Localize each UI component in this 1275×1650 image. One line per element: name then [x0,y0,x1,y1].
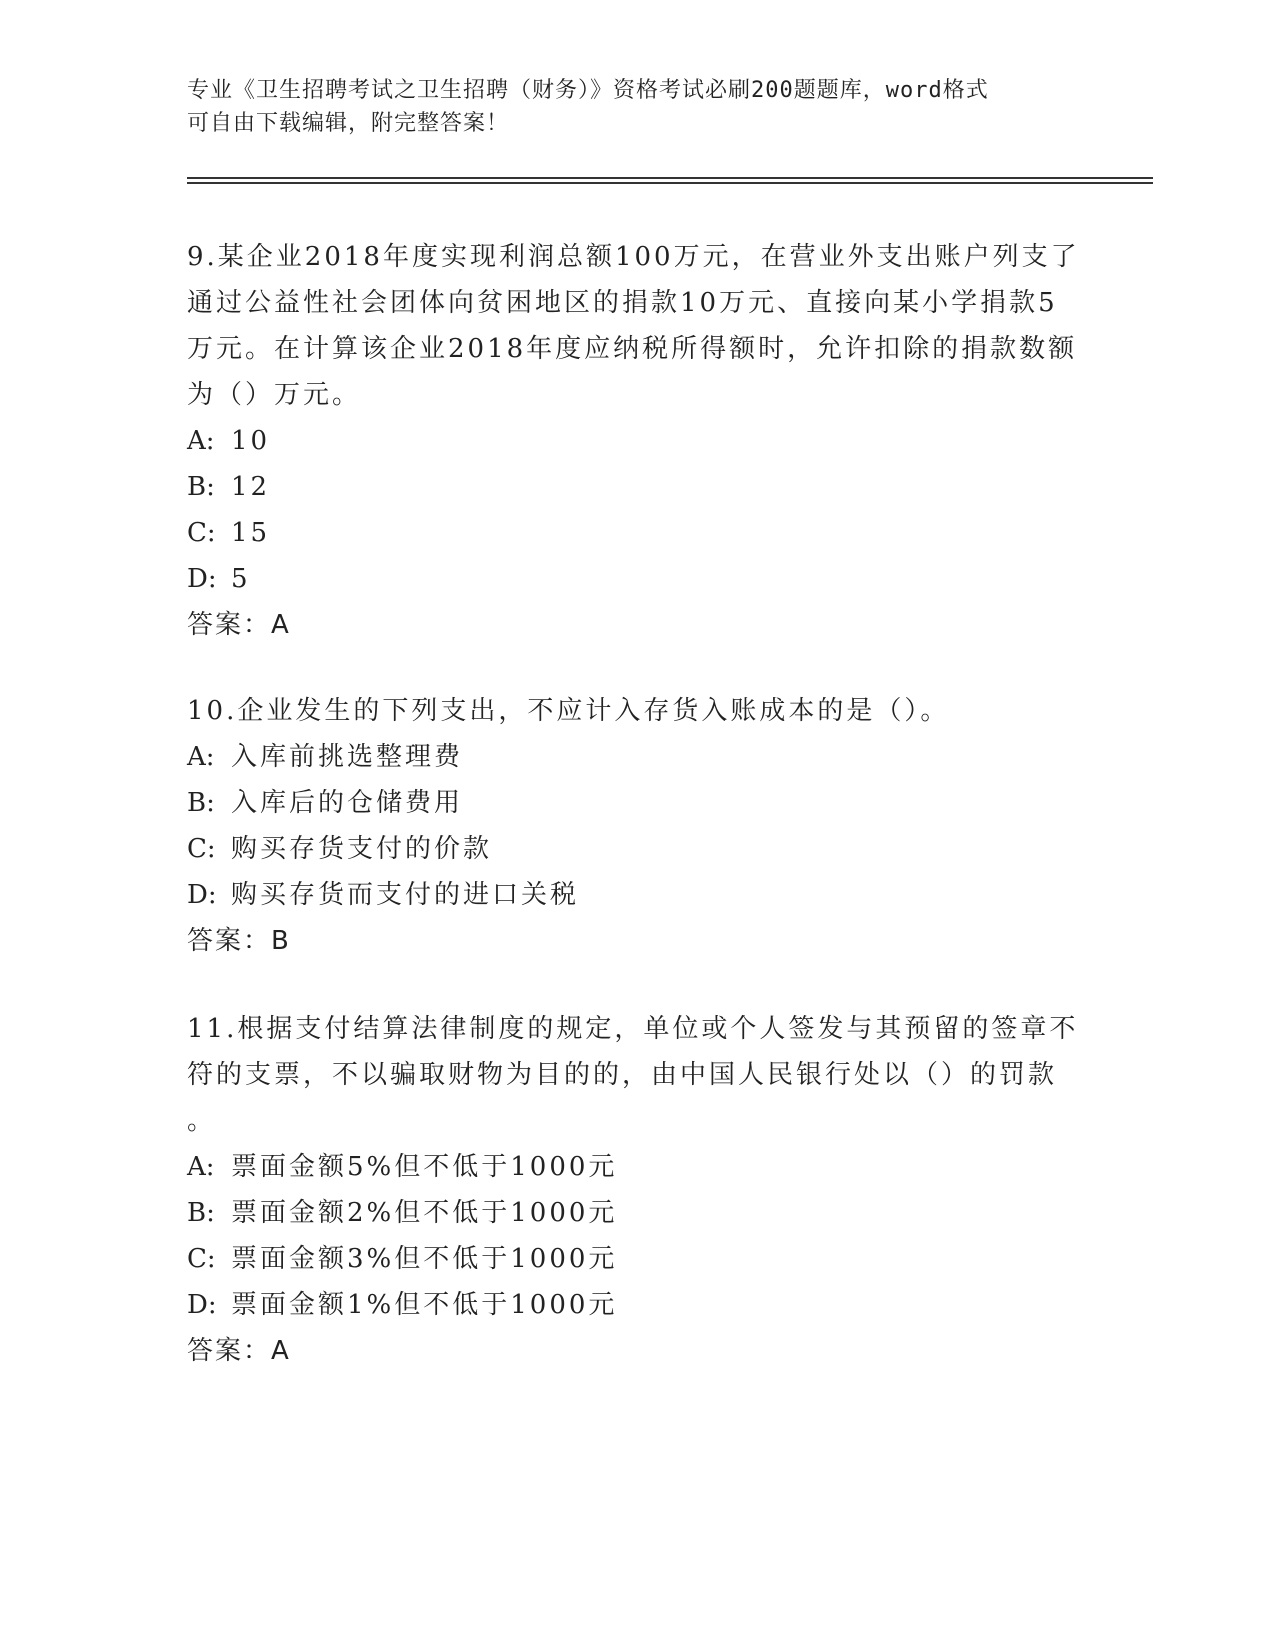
option-key: B: [187,1198,215,1228]
question-text-line: 万元。在计算该企业2018年度应纳税所得额时，允许扣除的捐款数额 [187,334,1078,364]
option-text: 票面金额3%但不低于1000元 [231,1244,618,1274]
question-9 [187,234,1087,648]
option-key: C: [187,834,216,864]
option-b [187,780,1087,826]
option-text: 5 [231,564,251,594]
question-text-line: 符的支票，不以骗取财物为目的的，由中国人民银行处以（）的罚款 [187,1060,1058,1090]
option-key: A: [187,1152,215,1182]
question-text-line: 9.某企业2018年度实现利润总额100万元，在营业外支出账户列支了 [187,242,1080,272]
option-key: C: [187,1244,216,1274]
option-b [187,464,1087,510]
option-d [187,556,1087,602]
option-key: D: [187,880,217,910]
option-c [187,826,1087,872]
option-text: 购买存货而支付的进口关税 [231,880,580,910]
option-a [187,734,1087,780]
option-c [187,1236,1087,1282]
header-divider-bottom [187,182,1153,184]
question-text-line: 10.企业发生的下列支出，不应计入存货入账成本的是（）。 [187,696,950,726]
header-line-2: 可自由下载编辑，附完整答案！ [187,111,510,136]
option-a [187,1144,1087,1190]
answer-label: 答案：A [187,610,291,640]
option-text: 票面金额5%但不低于1000元 [231,1152,618,1182]
question-text-line: 通过公益性社会团体向贫困地区的捐款10万元、直接向某小学捐款5 [187,288,1058,318]
option-key: A: [187,742,215,772]
option-text: 10 [231,426,271,456]
question-10 [187,688,1087,964]
option-text: 票面金额2%但不低于1000元 [231,1198,618,1228]
option-key: A: [187,426,215,456]
option-b [187,1190,1087,1236]
header-divider-top [187,177,1153,179]
answer-label: 答案：A [187,1336,291,1366]
option-key: B: [187,788,215,818]
option-d [187,872,1087,918]
question-11 [187,1006,1087,1374]
option-text: 票面金额1%但不低于1000元 [231,1290,618,1320]
option-key: B: [187,472,215,502]
header-line-1: 专业《卫生招聘考试之卫生招聘（财务）》资格考试必刷200题题库，word格式 [187,78,989,103]
option-key: D: [187,1290,217,1320]
answer-label: 答案：B [187,926,291,956]
question-text-line: 为（）万元。 [187,380,362,410]
option-text: 12 [231,472,271,502]
option-a [187,418,1087,464]
option-c [187,510,1087,556]
option-text: 入库后的仓储费用 [231,788,464,818]
option-text: 购买存货支付的价款 [231,834,493,864]
document-header [187,74,1087,140]
option-text: 15 [231,518,271,548]
option-key: D: [187,564,217,594]
question-text-line: 11.根据支付结算法律制度的规定，单位或个人签发与其预留的签章不 [187,1014,1079,1044]
option-text: 入库前挑选整理费 [231,742,464,772]
option-d [187,1282,1087,1328]
option-key: C: [187,518,216,548]
question-text-line: 。 [187,1106,217,1136]
